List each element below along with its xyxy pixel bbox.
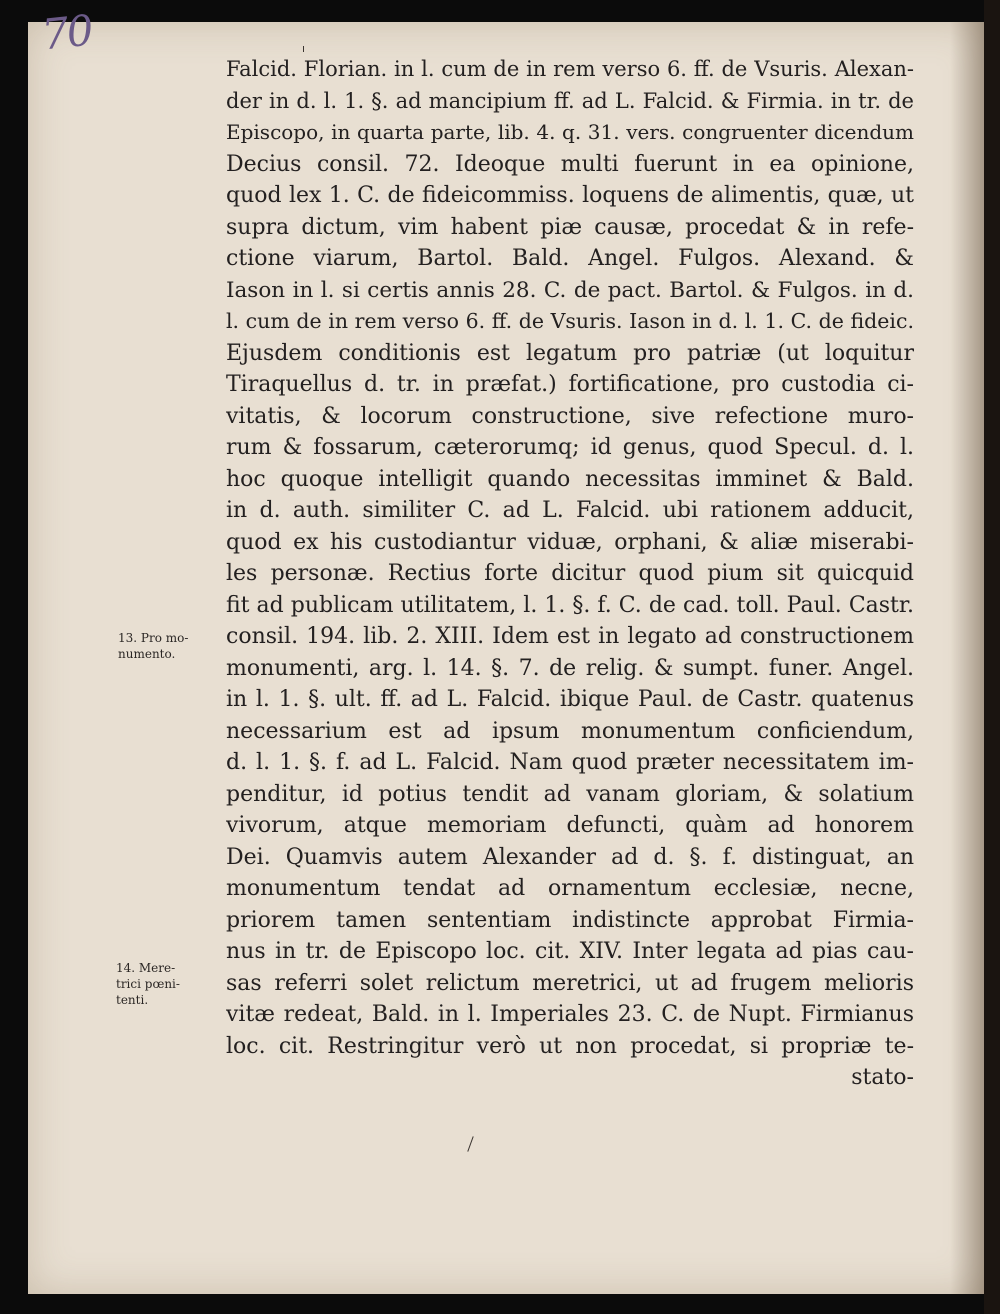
margin-note-line: 13. Pro mo- — [118, 631, 189, 645]
text-line: vivorum, atque memoriam defuncti, quàm ad honorem — [226, 813, 914, 838]
text-line: monumentum tendat ad ornamentum ecclesiæ, necne, — [226, 876, 914, 901]
text-line: monumenti, arg. l. 14. §. 7. de relig. & sumpt. funer. Angel. — [226, 655, 914, 681]
text-line: hoc quoque intelligit quando necessitas imminet & Bald. — [226, 466, 914, 492]
text-line: consil. 194. lib. 2. XIII. Idem est in legato ad constructionem — [226, 624, 914, 649]
text-line: Decius consil. 72. Ideoque multi fuerunt in ea opinione, — [226, 151, 914, 177]
text-line: Ejusdem conditionis est legatum pro patriæ (ut loquitur — [226, 340, 914, 366]
text-line: les personæ. Rectius forte dicitur quod pium sit quicquid — [226, 561, 914, 586]
text-line: quod lex 1. C. de fideicommiss. loquens de alimentis, quæ, ut — [226, 183, 914, 208]
text-line: priorem tamen sententiam indistincte approbat Firmia- — [226, 907, 914, 933]
text-line: in l. 1. §. ult. ff. ad L. Falcid. ibique Paul. de Castr. quatenus — [226, 687, 914, 712]
margin-note-line: tenti. — [116, 993, 149, 1007]
text-line: d. l. 1. §. f. ad L. Falcid. Nam quod præter necessitatem im- — [226, 750, 914, 775]
margin-note-line: trici pœni- — [116, 977, 180, 991]
text-line: Episcopo, in quarta parte, lib. 4. q. 31. vers. congruenter dicendum — [226, 120, 914, 144]
text-line: penditur, id potius tendit ad vanam gloriam, & solatium — [226, 781, 914, 807]
text-line: loc. cit. Restringitur verò ut non procedat, si propriæ te- — [226, 1033, 914, 1059]
text-line: quod ex his custodiantur viduæ, orphani, & aliæ miserabi- — [226, 529, 914, 555]
text-line: fit ad publicam utilitatem, l. 1. §. f. C. de cad. toll. Paul. Castr. — [226, 592, 914, 618]
handwritten-page-number: 70 — [39, 5, 94, 60]
text-line: ctione viarum, Bartol. Bald. Angel. Fulgos. Alexand. & — [226, 246, 914, 271]
text-line: sas referri solet relictum meretrici, ut ad frugem melioris — [226, 970, 914, 996]
text-line: Falcid. Florian. in l. cum de in rem verso 6. ff. de Vsuris. Alexan- — [226, 57, 914, 81]
text-line: Tiraquellus d. tr. in præfat.) fortificatione, pro custodia ci- — [226, 372, 914, 397]
text-line: supra dictum, vim habent piæ causæ, procedat & in refe- — [226, 214, 914, 240]
text-line: rum & fossarum, cæterorumq; id genus, quod Specul. d. l. — [226, 435, 914, 460]
text-line: der in d. l. 1. §. ad mancipium ff. ad L. Falcid. & Firmia. in tr. de — [226, 88, 914, 113]
ink-mark — [303, 46, 304, 52]
book-edge — [984, 0, 1000, 1314]
catchword: stato- — [851, 1065, 914, 1090]
margin-note-13 — [118, 630, 218, 662]
text-line: l. cum de in rem verso 6. ff. de Vsuris. Iason in d. l. 1. C. de fideic. — [226, 309, 914, 333]
text-line: Iason in l. si certis annis 28. C. de pact. Bartol. & Fulgos. in d. — [226, 277, 914, 303]
margin-note-line: 14. Mere- — [116, 961, 176, 975]
margin-note-14 — [116, 960, 216, 1008]
text-line: nus in tr. de Episcopo loc. cit. XIV. Inter legata ad pias cau- — [226, 939, 914, 964]
text-line: in d. auth. similiter C. ad L. Falcid. ubi rationem adducit, — [226, 498, 914, 523]
text-line: necessarium est ad ipsum monumentum conficiendum, — [226, 718, 914, 744]
text-line: Dei. Quamvis autem Alexander ad d. §. f. distinguat, an — [226, 844, 914, 870]
text-line: vitatis, & locorum constructione, sive refectione muro- — [226, 403, 914, 429]
margin-note-line: numento. — [118, 647, 176, 661]
spine-shadow — [950, 22, 984, 1294]
text-line: vitæ redeat, Bald. in l. Imperiales 23. C. de Nupt. Firmianus — [226, 1002, 914, 1027]
body-text — [226, 54, 914, 1094]
